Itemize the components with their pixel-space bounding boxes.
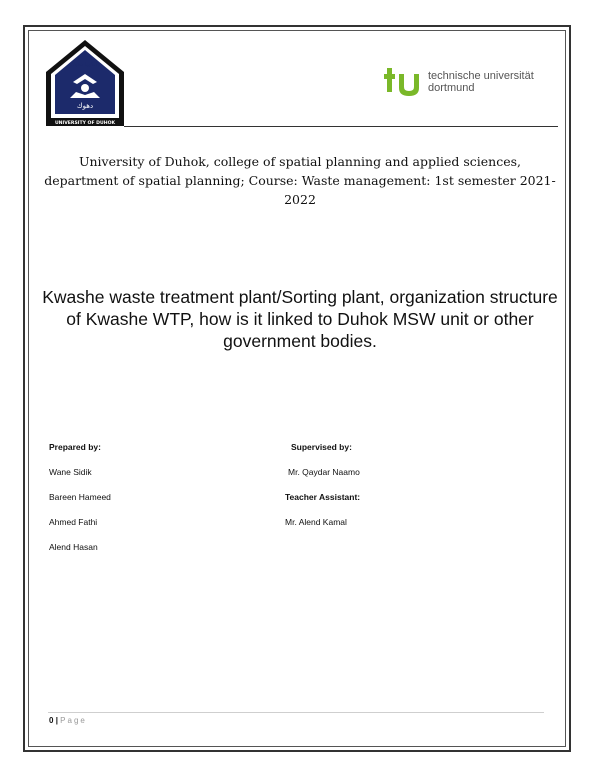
svg-text:دهوك: دهوك [76, 102, 94, 110]
prepared-by-label: Prepared by: [49, 442, 101, 452]
header-rule [124, 126, 558, 127]
supervisor-name: Mr. Qaydar Naamo [288, 467, 360, 477]
tu-logo-text [428, 70, 534, 94]
tu-dortmund-logo [384, 64, 554, 100]
page-border-inner [28, 30, 566, 747]
prepared-name-3: Ahmed Fathi [49, 517, 98, 527]
teacher-assistant-name: Mr. Alend Kamal [285, 517, 347, 527]
prepared-name-2: Bareen Hameed [49, 492, 111, 502]
page-word: Page [60, 716, 87, 725]
tu-logo-mark [384, 66, 422, 98]
page-number: 0 [49, 716, 54, 725]
teacher-assistant-label: Teacher Assistant: [285, 492, 361, 502]
course-info: University of Duhok, college of spatial planning and applied sciences, department of spatial planning; Course: Waste management: 1st semester 2021-2022 [44, 154, 556, 207]
page-footer [49, 716, 87, 725]
document-title: Kwashe waste treatment plant/Sorting plant, organization structure of Kwashe WTP, how is it linked to Duhok MSW unit or other government bodies. [42, 287, 558, 351]
svg-text:UNIVERSITY OF DUHOK: UNIVERSITY OF DUHOK [54, 121, 116, 126]
tu-logo-line1: technische universität [428, 70, 534, 82]
prepared-name-1: Wane Sidik [49, 467, 92, 477]
supervised-by-label: Supervised by: [291, 442, 352, 452]
tu-logo-line2: dortmund [428, 82, 475, 94]
university-of-duhok-logo [44, 38, 126, 128]
footer-rule [48, 712, 544, 713]
footer-separator: | [55, 716, 58, 725]
svg-text:زانكويا دهوك: زانكويا دهوك [70, 62, 100, 68]
prepared-name-4: Alend Hasan [49, 542, 98, 552]
